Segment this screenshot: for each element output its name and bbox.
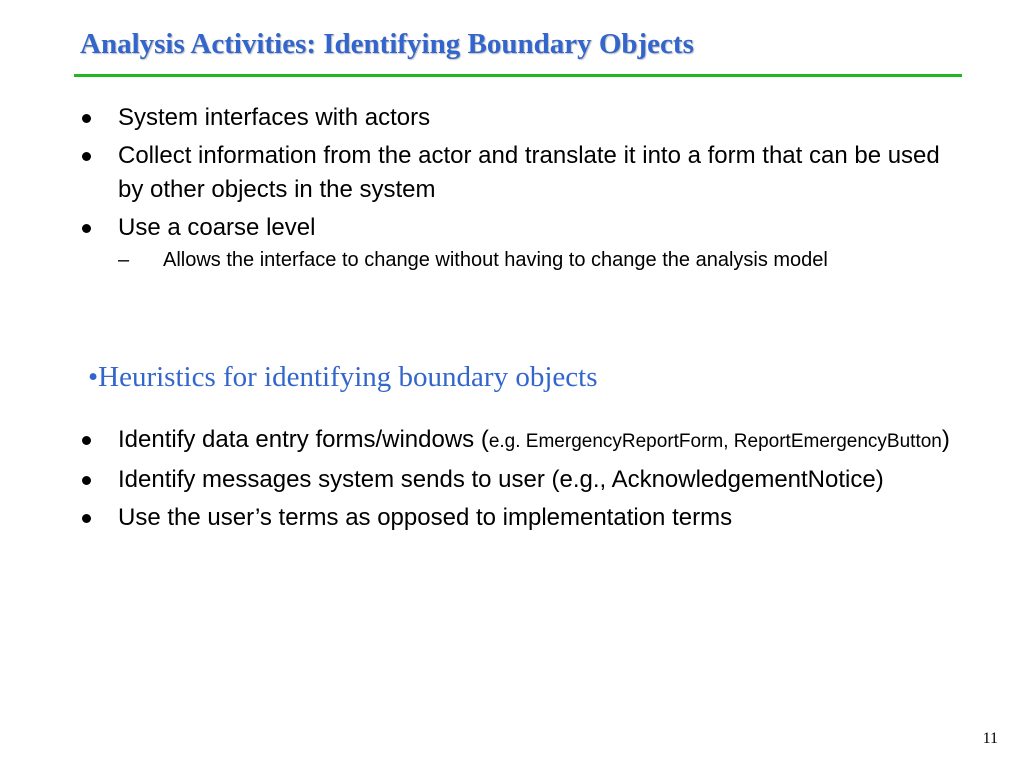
bullet-item xyxy=(78,101,958,135)
bullet-example-text: AcknowledgementNotice xyxy=(611,466,876,493)
bullet-item xyxy=(78,211,958,275)
bullet-item xyxy=(78,423,958,459)
bullet-dot-icon xyxy=(82,476,91,485)
bullet-text: Identify data entry forms/windows ( xyxy=(118,426,489,453)
page-number: 11 xyxy=(982,730,998,747)
sub-item-text: Allows the interface to change without having to change the analysis model xyxy=(163,249,828,271)
slide-title: Analysis Activities: Identifying Boundary Objects xyxy=(80,28,694,60)
bullet-example-text: e.g. EmergencyReportForm, ReportEmergencyButton xyxy=(488,431,942,452)
bullet-dot-icon xyxy=(82,114,91,123)
sub-list xyxy=(118,245,958,275)
bullet-text: Collect information from the actor and translate it into a form that can be used by other objects in the system xyxy=(118,142,940,203)
bullet-list-main xyxy=(78,101,958,279)
heuristics-heading: •Heuristics for identifying boundary objects xyxy=(88,361,598,393)
bullet-list-heuristics xyxy=(78,423,958,539)
bullet-dot-icon xyxy=(82,152,91,161)
title-divider xyxy=(74,74,962,77)
sub-item xyxy=(118,245,958,275)
bullet-item xyxy=(78,501,958,535)
bullet-text-end: ) xyxy=(875,466,884,493)
bullet-dot-icon xyxy=(82,436,91,445)
bullet-text-end: ) xyxy=(941,426,950,453)
bullet-dot-icon xyxy=(82,514,91,523)
bullet-text: System interfaces with actors xyxy=(118,104,431,131)
bullet-text: Use a coarse level xyxy=(118,214,316,241)
bullet-item xyxy=(78,463,958,497)
bullet-text: Identify messages system sends to user (e.g., xyxy=(118,466,612,493)
bullet-dot-icon xyxy=(82,224,91,233)
bullet-item xyxy=(78,139,958,207)
bullet-text: Use the user’s terms as opposed to implementation terms xyxy=(118,504,733,531)
dash-marker: – xyxy=(118,249,130,271)
